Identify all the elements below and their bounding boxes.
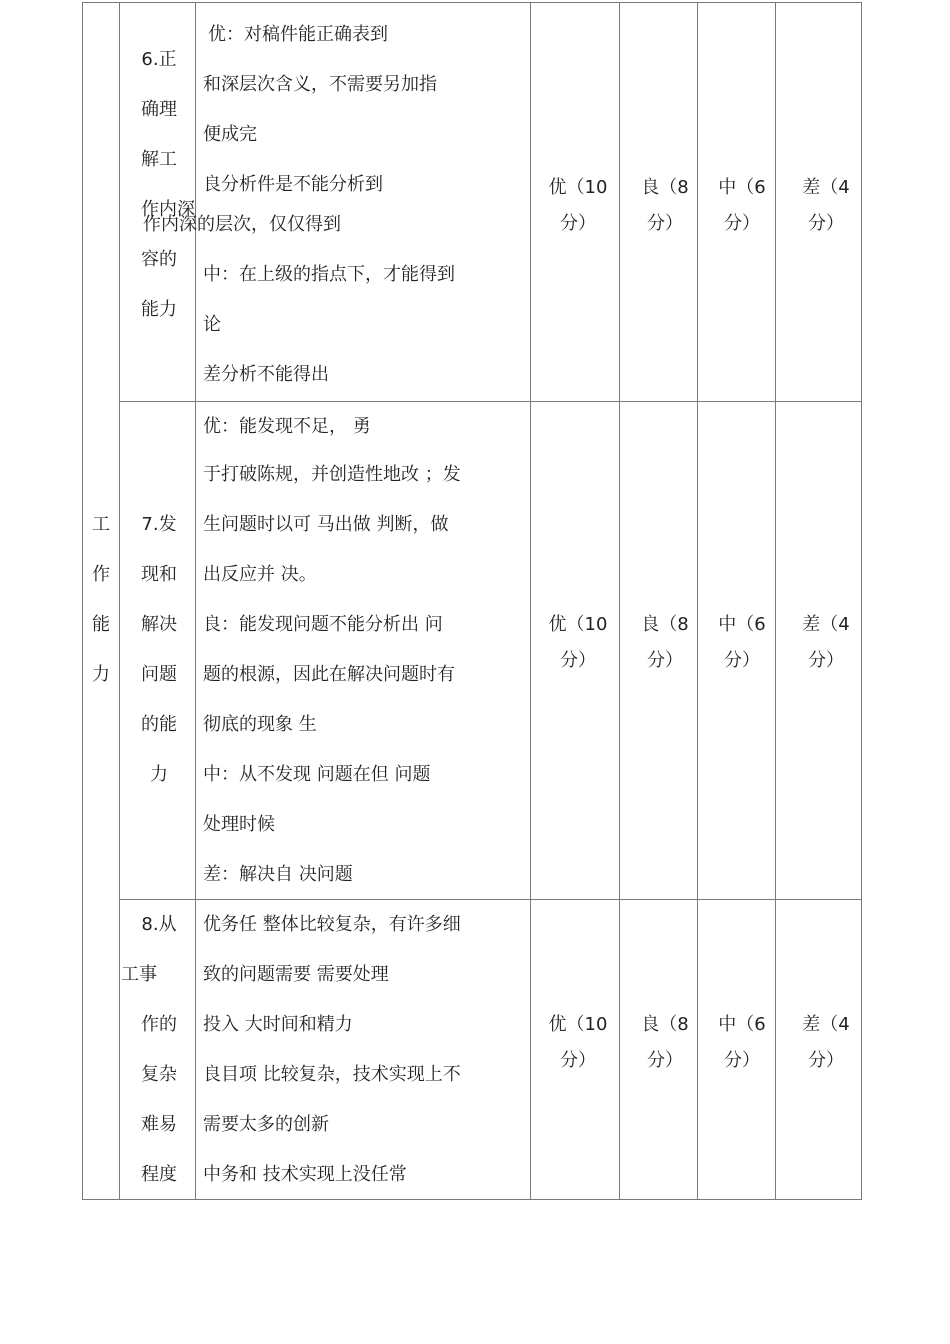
description-line: 良：能发现问题不能分析出 问 [203, 614, 443, 635]
item-name-line: 作内深 [141, 199, 195, 220]
grade-points: 分） [724, 1050, 760, 1071]
description-line: 中务和 技术实现上没任常 [203, 1164, 407, 1185]
grid-line [619, 2, 620, 1200]
grade-label: 良（8 [641, 1014, 689, 1035]
grade-fair [702, 615, 782, 671]
description-line: 优：能发现不足， 勇 [203, 416, 371, 437]
grid-line [119, 899, 862, 900]
grade-poor [786, 178, 866, 234]
grade-fair [702, 1015, 782, 1071]
grade-fair [702, 178, 782, 234]
grade-label: 中（6 [718, 614, 766, 635]
item-name-line: 解决 [141, 614, 177, 635]
item-name-line: 现和 [141, 564, 177, 585]
description-line: 作内深的层次，仅仅得到 [143, 214, 341, 235]
grade-points: 分） [560, 650, 596, 671]
category-char: 能 [92, 614, 110, 635]
item-name-cell [121, 35, 197, 335]
grade-excellent [538, 178, 618, 234]
grade-label: 中（6 [718, 177, 766, 198]
grade-label: 优（10 [548, 177, 608, 198]
category-cell [82, 500, 120, 700]
grade-points: 分） [560, 1050, 596, 1071]
grade-good [625, 615, 705, 671]
category-char: 作 [92, 564, 110, 585]
item-name-line: 作的 [141, 1014, 177, 1035]
item-name-cell [121, 500, 197, 800]
grid-line [530, 2, 531, 1200]
item-name-line: 力 [150, 764, 168, 785]
description-line: 良分析件是不能分析到 [203, 174, 383, 195]
item-name-line: 6.正 [141, 49, 177, 70]
description-line: 和深层次含义，不需要另加指 [203, 74, 437, 95]
grade-points: 分） [724, 650, 760, 671]
category-char: 力 [92, 664, 110, 685]
description-line: 便成完 [203, 124, 257, 145]
description-line: 投入 大时间和精力 [203, 1014, 353, 1035]
description-line: 中：从不发现 问题在但 问题 [203, 764, 431, 785]
description-line: 于打破陈规，并创造性地改 ；发 [203, 464, 461, 485]
item-name-line: 7.发 [141, 514, 177, 535]
grade-label: 差（4 [802, 177, 850, 198]
grade-label: 优（10 [548, 1014, 608, 1035]
grid-line [82, 2, 862, 3]
grade-points: 分） [808, 1050, 844, 1071]
grade-points: 分） [647, 213, 683, 234]
grade-excellent [538, 1015, 618, 1071]
item-name-line: 工事 [121, 964, 157, 985]
grade-excellent [538, 615, 618, 671]
description-line: 出反应并 决。 [203, 564, 317, 585]
description-line: 优：对稿件能正确表到 [208, 24, 388, 45]
grade-points: 分） [808, 213, 844, 234]
grade-label: 良（8 [641, 177, 689, 198]
grade-points: 分） [808, 650, 844, 671]
description-line: 差：解决自 决问题 [203, 864, 353, 885]
item-name-line: 解工 [141, 149, 177, 170]
description-line: 处理时候 [203, 814, 275, 835]
item-name-line: 程度 [141, 1164, 177, 1185]
grade-label: 中（6 [718, 1014, 766, 1035]
grid-line [82, 1199, 862, 1200]
grade-points: 分） [724, 213, 760, 234]
grade-good [625, 178, 705, 234]
item-name-line: 8.从 [141, 914, 177, 935]
grade-label: 优（10 [548, 614, 608, 635]
description-line: 生问题时以可 马出做 判断，做 [203, 514, 449, 535]
description-line: 需要太多的创新 [203, 1114, 329, 1135]
grade-good [625, 1015, 705, 1071]
item-name-cell [121, 900, 197, 1200]
description-line: 致的问题需要 需要处理 [203, 964, 389, 985]
item-name-line: 确理 [141, 99, 177, 120]
grade-points: 分） [560, 213, 596, 234]
description-line: 彻底的现象 生 [203, 714, 317, 735]
item-name-line: 复杂 [141, 1064, 177, 1085]
grade-poor [786, 615, 866, 671]
item-name-line: 问题 [141, 664, 177, 685]
category-char: 工 [92, 514, 110, 535]
description-line: 良目项 比较复杂，技术实现上不 [203, 1064, 461, 1085]
description-line: 论 [203, 314, 221, 335]
grade-label: 良（8 [641, 614, 689, 635]
description-line: 中：在上级的指点下，才能得到 [203, 264, 455, 285]
grade-label: 差（4 [802, 1014, 850, 1035]
grade-label: 差（4 [802, 614, 850, 635]
grade-points: 分） [647, 650, 683, 671]
item-name-line: 难易 [141, 1114, 177, 1135]
item-name-line: 能力 [141, 299, 177, 320]
description-line: 优务任 整体比较复杂，有许多细 [203, 914, 461, 935]
grid-line [119, 401, 862, 402]
description-line: 差分析不能得出 [203, 364, 329, 385]
item-name-line: 容的 [141, 249, 177, 270]
grade-poor [786, 1015, 866, 1071]
grade-points: 分） [647, 1050, 683, 1071]
description-line: 题的根源，因此在解决问题时有 [203, 664, 455, 685]
item-name-line: 的能 [141, 714, 177, 735]
